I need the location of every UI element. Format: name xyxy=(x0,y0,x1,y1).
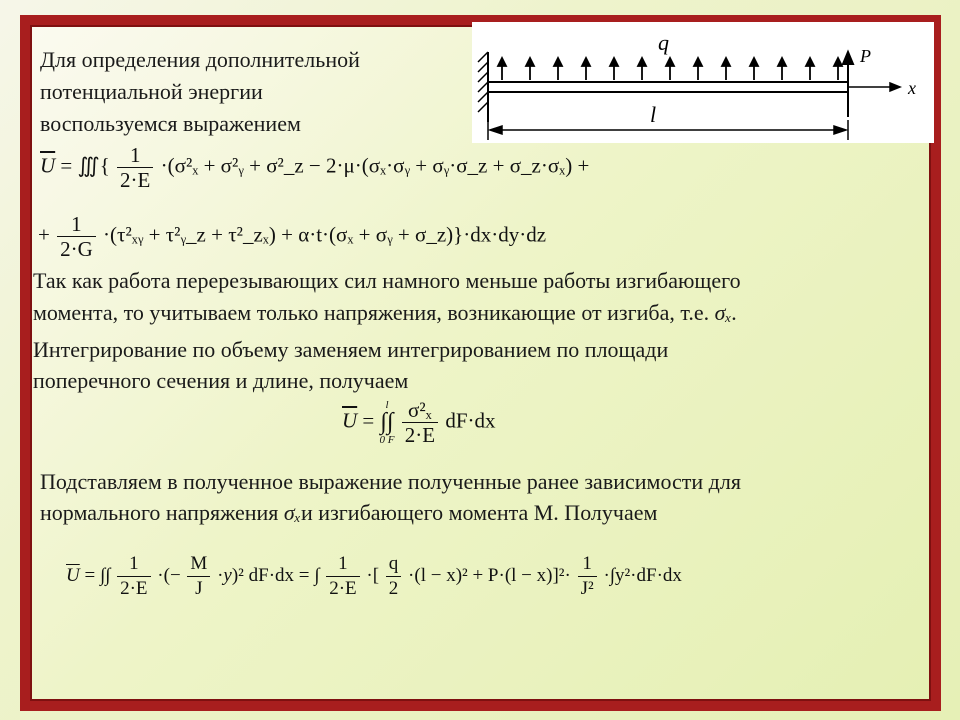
formula-3-mid: dF·dx = xyxy=(248,564,310,586)
formula-3-tail: y²·dF·dx xyxy=(614,564,682,586)
formula-2: $\overline{U}$ = l ∫∫ 0 F $\frac{\text{σ²ₓ}}{2\cdot E}$ dF·dx xyxy=(342,398,496,447)
formula-3-frac-b: $\frac{M}{J}$ xyxy=(187,552,210,601)
para-2-line-1: Интегрирование по объему заменяем интегрированием по площади xyxy=(33,337,669,362)
formula-1-line-1-tail: σ²ₓ + σ²ᵧ + σ²_z − 2·μ·(σₓ·σᵧ + σᵧ·σ_z + σ_z·σₓ) + xyxy=(174,153,590,178)
formula-1-lhs: $\overline{U}$ xyxy=(40,153,56,178)
formula-1-frac-1: $\frac{1}{2\cdot E}$ xyxy=(117,143,153,192)
formula-2-tail: dF·dx xyxy=(445,408,496,433)
formula-2-frac: $\frac{\text{σ²ₓ}}{2\cdot E}$ xyxy=(402,398,438,447)
sigma-x-symbol-2: σₓ xyxy=(283,500,302,525)
force-label: P xyxy=(860,46,871,66)
formula-3-bracket-body: (l − x)² + P·(l − x) xyxy=(414,564,553,586)
formula-1-line-2: + $\frac{1}{2\cdot G}$ ·(τ²ₓᵧ + τ²ᵧ_z + τ²_zₓ) + α·t·(σₓ + σᵧ + σ_z)}·dx·dy·dz xyxy=(38,212,547,261)
formula-1-frac-2: $\frac{1}{2\cdot G}$ xyxy=(57,212,96,261)
intro-line-3: воспользуемся выражением xyxy=(40,111,301,136)
load-label: q xyxy=(658,30,669,55)
formula-1-line-2-tail: (τ²ₓᵧ + τ²ᵧ_z + τ²_zₓ) + α·t·(σₓ + σᵧ + σ_z)}·dx·dy·dz xyxy=(110,222,547,247)
axis-label: x xyxy=(908,78,916,98)
formula-3-frac-a: $\frac{1}{2\cdot E}$ xyxy=(117,552,150,601)
formula-2-lower-limit: 0 F xyxy=(379,434,395,446)
intro-line-2: потенциальной энергии xyxy=(40,79,263,104)
para-3-line-1: Подставляем в полученное выражение полученные ранее зависимости для xyxy=(40,469,741,494)
para-1-line-2: момента, то учитываем только напряжения, возникающие от изгиба, т.е. σₓ. xyxy=(33,300,738,325)
formula-3-frac-d: $\frac{q}{2}$ xyxy=(386,552,402,601)
formula-2-lhs: $\overline{U}$ xyxy=(342,408,358,433)
formula-1-line-1: $\overline{U}$ = ∭{ $\frac{1}{2\cdot E}$ ·(σ²ₓ + σ²ᵧ + σ²_z − 2·μ·(σₓ·σᵧ + σᵧ·σ_z + σ_z·σₓ) + xyxy=(40,143,590,192)
para-3-line-2: нормального напряжения σₓи изгибающего момента М. Получаем xyxy=(40,500,658,525)
para-2-line-2: поперечного сечения и длине, получаем xyxy=(33,368,409,393)
beam-diagram xyxy=(472,22,934,143)
formula-3-frac-c: $\frac{1}{2\cdot E}$ xyxy=(326,552,359,601)
formula-3-lhs: $\overline{U}$ xyxy=(66,564,80,586)
formula-2-upper-limit: l xyxy=(385,399,389,411)
formula-3-frac-e: $\frac{1}{\text{J²}}$ xyxy=(578,552,597,601)
intro-line-1: Для определения дополнительной xyxy=(40,47,360,72)
para-1-line-1: Так как работа перерезывающих сил намного меньше работы изгибающего xyxy=(33,268,741,293)
sigma-x-symbol: σₓ. xyxy=(714,300,738,325)
formula-3: $\overline{U}$ = ∫∫ $\frac{1}{2\cdot E}$ ·(− $\frac{M}{J}$ ·y)² dF·dx = ∫ $\frac{1}{2\cdot E}$ ·[ $\frac{q}{2}$ ·(l − x)² + P·(l − x)]²· $\frac{1}{\text{J²}}$ ·∫y²·dF·dx xyxy=(66,553,682,599)
length-label: l xyxy=(650,102,657,127)
